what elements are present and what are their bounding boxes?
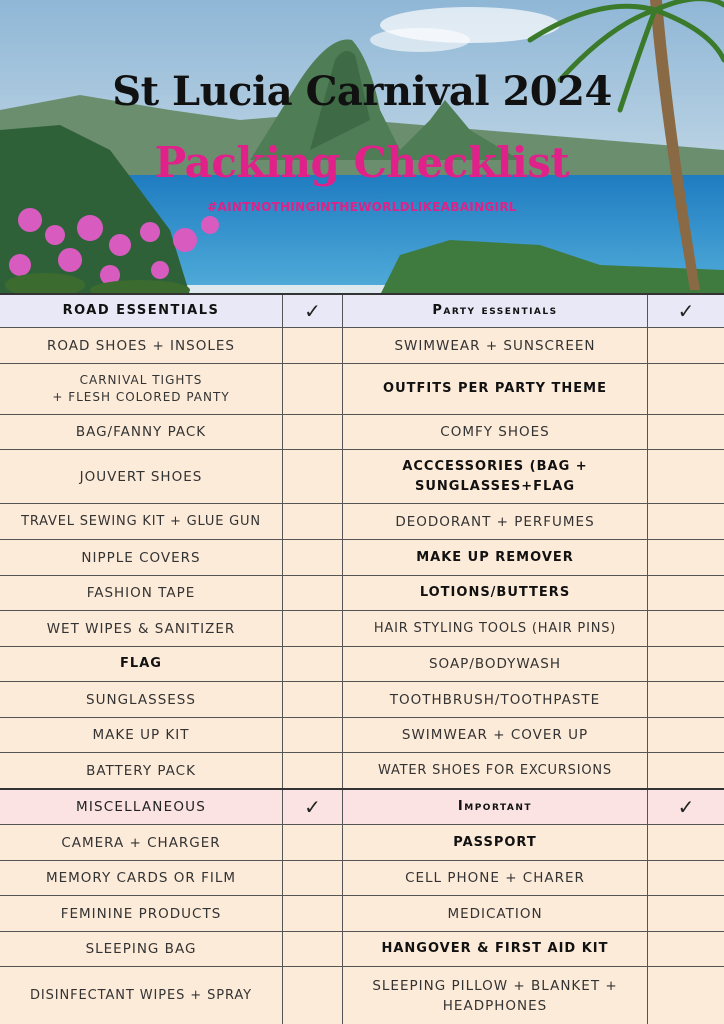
table-row [0, 967, 724, 1024]
hero-banner [0, 0, 724, 295]
item-road: ROAD SHOES + INSOLES [0, 328, 283, 363]
check-column-icon: ✓ [283, 790, 343, 824]
table-row [0, 718, 724, 753]
table-row [0, 504, 724, 540]
item-misc: DISINFECTANT WIPES + SPRAY [0, 967, 283, 1024]
item-important: MEDICATION [343, 896, 648, 931]
table-row [0, 682, 724, 718]
item-party: DEODORANT + PERFUMES [343, 504, 648, 539]
checkbox-cell[interactable] [283, 450, 343, 503]
table-row [0, 753, 724, 790]
table-row [0, 364, 724, 415]
item-misc: FEMININE PRODUCTS [0, 896, 283, 931]
table-row [0, 450, 724, 504]
item-road: SUNGLASSESS [0, 682, 283, 717]
checkbox-cell[interactable] [648, 328, 724, 363]
checkbox-cell[interactable] [648, 896, 724, 931]
page-title: St Lucia Carnival 2024 [112, 68, 612, 115]
checkbox-cell[interactable] [648, 932, 724, 966]
check-column-icon: ✓ [283, 295, 343, 327]
item-party: SWIMWEAR + COVER UP [343, 718, 648, 752]
item-road: TRAVEL SEWING KIT + GLUE GUN [0, 504, 283, 539]
checkbox-cell[interactable] [648, 611, 724, 646]
item-party: MAKE UP REMOVER [343, 540, 648, 575]
checkbox-cell[interactable] [283, 504, 343, 539]
checkbox-cell[interactable] [648, 825, 724, 860]
item-road: NIPPLE COVERS [0, 540, 283, 575]
checkbox-cell[interactable] [648, 540, 724, 575]
item-party: COMFY SHOES [343, 415, 648, 449]
item-party: WATER SHOES FOR EXCURSIONS [343, 753, 648, 788]
table-row [0, 647, 724, 682]
checkbox-cell[interactable] [283, 967, 343, 1024]
item-misc: SLEEPING BAG [0, 932, 283, 966]
table-row [0, 861, 724, 896]
checkbox-cell[interactable] [283, 718, 343, 752]
section-header-row [0, 790, 724, 825]
table-row [0, 540, 724, 576]
item-party: SWIMWEAR + SUNSCREEN [343, 328, 648, 363]
checkbox-cell[interactable] [283, 932, 343, 966]
checkbox-cell[interactable] [648, 364, 724, 414]
table-row [0, 932, 724, 967]
item-party: OUTFITS PER PARTY THEME [343, 364, 648, 414]
item-party: HAIR STYLING TOOLS (HAIR PINS) [343, 611, 648, 646]
checkbox-cell[interactable] [283, 328, 343, 363]
section-header-row [0, 295, 724, 328]
checkbox-cell[interactable] [648, 647, 724, 681]
checkbox-cell[interactable] [648, 576, 724, 610]
item-road: WET WIPES & SANITIZER [0, 611, 283, 646]
checkbox-cell[interactable] [283, 753, 343, 788]
checkbox-cell[interactable] [648, 682, 724, 717]
page-subtitle: Packing Checklist [154, 138, 570, 187]
checkbox-cell[interactable] [648, 861, 724, 895]
checkbox-cell[interactable] [283, 861, 343, 895]
table-row [0, 328, 724, 364]
item-road: BAG/FANNY PACK [0, 415, 283, 449]
table-row [0, 576, 724, 611]
item-party: LOTIONS/BUTTERS [343, 576, 648, 610]
checkbox-cell[interactable] [283, 896, 343, 931]
table-row [0, 611, 724, 647]
checkbox-cell[interactable] [283, 576, 343, 610]
hashtag: #AINTNOTHINGINTHEWORLDLIKEABAINGIRL [207, 200, 517, 214]
checkbox-cell[interactable] [648, 415, 724, 449]
checkbox-cell[interactable] [283, 611, 343, 646]
table-row [0, 825, 724, 861]
table-row [0, 896, 724, 932]
checkbox-cell[interactable] [648, 753, 724, 788]
table-row [0, 415, 724, 450]
section-heading-party: Party essentials [343, 295, 648, 327]
item-important: PASSPORT [343, 825, 648, 860]
section-heading-misc: MISCELLANEOUS [0, 790, 283, 824]
item-party: SOAP/BODYWASH [343, 647, 648, 681]
checkbox-cell[interactable] [283, 682, 343, 717]
checkbox-cell[interactable] [283, 540, 343, 575]
item-party: TOOTHBRUSH/TOOTHPASTE [343, 682, 648, 717]
item-party: ACCCESSORIES (BAG + SUNGLASSES+FLAG [343, 450, 648, 503]
checkbox-cell[interactable] [283, 825, 343, 860]
item-road: FASHION TAPE [0, 576, 283, 610]
item-misc: CAMERA + CHARGER [0, 825, 283, 860]
item-road: CARNIVAL TIGHTS + FLESH COLORED PANTY [0, 364, 283, 414]
item-road: JOUVERT SHOES [0, 450, 283, 503]
item-road: FLAG [0, 647, 283, 681]
item-road: BATTERY PACK [0, 753, 283, 788]
checkbox-cell[interactable] [283, 647, 343, 681]
checkbox-cell[interactable] [648, 450, 724, 503]
item-road: MAKE UP KIT [0, 718, 283, 752]
checkbox-cell[interactable] [648, 718, 724, 752]
check-column-icon: ✓ [677, 299, 695, 323]
section-heading-road: ROAD ESSENTIALS [0, 295, 283, 327]
item-misc: MEMORY CARDS OR FILM [0, 861, 283, 895]
checkbox-cell[interactable] [283, 415, 343, 449]
section-heading-important: Important [343, 790, 648, 824]
checkbox-cell[interactable] [283, 364, 343, 414]
checkbox-cell[interactable] [648, 504, 724, 539]
item-important: HANGOVER & FIRST AID KIT [343, 932, 648, 966]
check-column-icon: ✓ [677, 795, 695, 819]
item-important: CELL PHONE + CHARER [343, 861, 648, 895]
item-important: SLEEPING PILLOW + BLANKET + HEADPHONES [343, 967, 648, 1024]
checkbox-cell[interactable] [648, 967, 724, 1024]
